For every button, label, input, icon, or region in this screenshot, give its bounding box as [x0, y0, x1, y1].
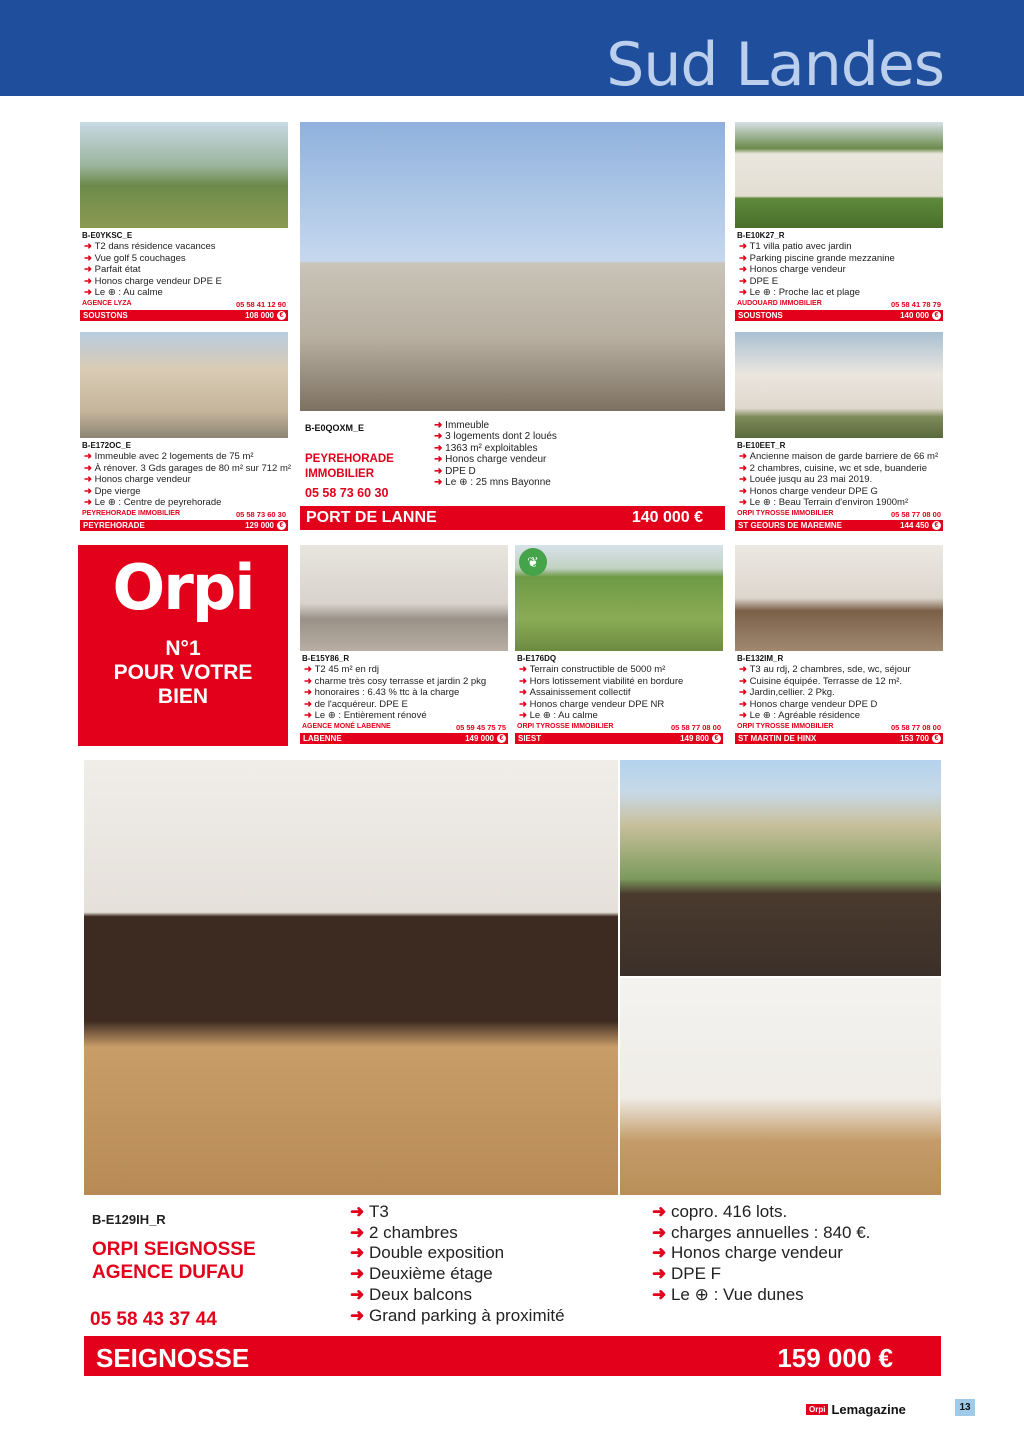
listing-city: SOUSTONS — [738, 311, 783, 320]
listing-photo — [735, 122, 943, 228]
feature-item: ➜ T2 45 m² en rdj — [304, 664, 486, 676]
agency-line: PEYREHORADE — [305, 453, 394, 465]
listing-price-bar — [80, 520, 288, 531]
feature-item: ➜ Deuxième étage — [350, 1264, 565, 1285]
feature-item: ➜ Vue golf 5 couchages — [84, 253, 222, 265]
euro-icon: € — [932, 311, 941, 320]
feature-item: ➜ Le ⊕ : Centre de peyrehorade — [84, 497, 291, 509]
tagline-line: POUR VOTRE — [113, 661, 253, 684]
listing-features — [84, 241, 222, 299]
euro-icon: € — [712, 734, 721, 743]
listing-city: SIEST — [518, 734, 542, 743]
feature-item: ➜ T1 villa patio avec jardin — [739, 241, 895, 253]
featured-agency — [305, 452, 394, 482]
magazine-brand — [806, 1402, 906, 1417]
listing-features — [519, 664, 683, 722]
feature-item: ➜ Le ⊕ : Au calme — [84, 287, 222, 299]
feature-item: ➜ DPE E — [739, 276, 895, 288]
feature-item: ➜ 1363 m² exploitables — [434, 443, 557, 454]
listing-city: ST MARTIN DE HINX — [738, 734, 817, 743]
feature-item: ➜ T3 — [350, 1202, 565, 1223]
feature-item: ➜ Le ⊕ : Proche lac et plage — [739, 287, 895, 299]
listing-price-bar — [735, 520, 943, 531]
feature-item: ➜ Honos charge vendeur DPE E — [84, 276, 222, 288]
listing-photo — [735, 332, 943, 438]
feature-item: ➜ T2 dans résidence vacances — [84, 241, 222, 253]
featured-price: 159 000 € — [777, 1343, 893, 1373]
listing-agency: PEYREHORADE IMMOBILIER — [82, 510, 181, 517]
orpi-logo-chip: Orpi — [806, 1404, 828, 1415]
listing-photo — [735, 545, 943, 651]
listing-price: 140 000 — [900, 311, 929, 320]
listing-ref: B-E10EET_R — [737, 441, 786, 450]
listing-agency: AGENCE MONÉ LABENNE — [302, 723, 391, 730]
tagline-line: BIEN — [157, 685, 209, 708]
page-number: 13 — [955, 1399, 975, 1416]
listing-agency: ORPI TYROSSE IMMOBILIER — [737, 510, 834, 517]
orpi-logo: Orpi — [112, 551, 254, 624]
listing-phone: 05 58 77 08 00 — [670, 723, 721, 732]
listing-price: 149 000 — [465, 734, 494, 743]
listing-city: ST GEOURS DE MAREMNE — [738, 521, 843, 530]
feature-item: ➜ Honos charge vendeur — [739, 264, 895, 276]
feature-item: ➜ Le ⊕ : Au calme — [519, 710, 683, 722]
featured-features — [434, 420, 557, 488]
feature-item: ➜ Honos charge vendeur — [652, 1243, 870, 1264]
agency-line: ORPI SEIGNOSSE — [92, 1239, 256, 1260]
listing-photo — [80, 122, 288, 228]
listing-phone: 05 58 73 60 30 — [235, 510, 286, 519]
featured-price-bar — [300, 506, 725, 530]
listing-features — [304, 664, 486, 722]
feature-item: ➜ Honos charge vendeur — [84, 474, 291, 486]
feature-item: ➜ Honos charge vendeur DPE G — [739, 486, 938, 498]
featured-features-right — [652, 1202, 870, 1306]
featured-photo-living — [84, 760, 618, 1195]
featured-city: SEIGNOSSE — [96, 1343, 250, 1373]
feature-item: ➜ honoraires : 6.43 % ttc à la charge — [304, 687, 486, 699]
feature-item: ➜ 3 logements dont 2 loués — [434, 431, 557, 442]
listing-phone: 05 58 41 12 90 — [235, 300, 286, 309]
listing-phone: 05 58 77 08 00 — [890, 723, 941, 732]
feature-item: ➜ À rénover. 3 Gds garages de 80 m² sur 712 m² — [84, 463, 291, 475]
featured-price: 140 000 € — [631, 509, 703, 526]
section-title: Sud Landes — [606, 30, 944, 100]
feature-item: ➜ Grand parking à proximité — [350, 1306, 565, 1327]
feature-item: ➜ Ancienne maison de garde barriere de 66 m² — [739, 451, 938, 463]
feature-item: ➜ charges annuelles : 840 €. — [652, 1223, 870, 1244]
feature-item: ➜ Parking piscine grande mezzanine — [739, 253, 895, 265]
tagline-line: N°1 — [165, 637, 201, 660]
featured-ref: B-E129IH_R — [92, 1212, 166, 1227]
feature-item: ➜ Honos charge vendeur DPE D — [739, 699, 911, 711]
featured-ref: B-E0QOXM_E — [305, 423, 365, 433]
feature-item: ➜ charme très cosy terrasse et jardin 2 pkg — [304, 676, 486, 688]
listing-price-bar — [735, 310, 943, 321]
feature-item: ➜ Honos charge vendeur — [434, 454, 557, 465]
listing-ref: B-E176DQ — [517, 654, 557, 663]
brand-name: Lemagazine — [831, 1402, 906, 1417]
feature-item: ➜ 2 chambres — [350, 1223, 565, 1244]
feature-item: ➜ Le ⊕ : Beau Terrain d'environ 1900m² — [739, 497, 938, 509]
listing-city: PEYREHORADE — [83, 521, 145, 530]
listing-city: SOUSTONS — [83, 311, 128, 320]
listing-photo — [80, 332, 288, 438]
leaf-icon: ❦ — [519, 548, 547, 576]
feature-item: ➜ Terrain constructible de 5000 m² — [519, 664, 683, 676]
listing-photo — [300, 545, 508, 651]
featured-photo — [300, 122, 725, 411]
euro-icon: € — [277, 311, 286, 320]
euro-icon: € — [932, 734, 941, 743]
listing-price-bar — [735, 733, 943, 744]
listing-agency: ORPI TYROSSE IMMOBILIER — [737, 723, 834, 730]
feature-item: ➜ Louée jusqu au 23 mai 2019. — [739, 474, 938, 486]
feature-item: ➜ Le ⊕ : Vue dunes — [652, 1285, 870, 1306]
agency-line: AGENCE DUFAU — [92, 1262, 245, 1283]
feature-item: ➜ T3 au rdj, 2 chambres, sde, wc, séjour — [739, 664, 911, 676]
listing-price: 153 700 — [900, 734, 929, 743]
listing-features — [739, 241, 895, 299]
page-header — [0, 0, 1024, 100]
listing-ref: B-E172OC_E — [82, 441, 131, 450]
listing-price-bar — [300, 733, 508, 744]
listing-price-bar — [80, 310, 288, 321]
feature-item: ➜ Hors lotissement viabilité en bordure — [519, 676, 683, 688]
listing-ref: B-E0YKSC_E — [82, 231, 133, 240]
feature-item: ➜ Le ⊕ : Agréable résidence — [739, 710, 911, 722]
orpi-tagline — [78, 637, 288, 709]
feature-item: ➜ Parfait état — [84, 264, 222, 276]
feature-item: ➜ Immeuble avec 2 logements de 75 m² — [84, 451, 291, 463]
feature-item: ➜ Le ⊕ : 25 mns Bayonne — [434, 477, 557, 488]
feature-item: ➜ Le ⊕ : Entièrement rénové — [304, 710, 486, 722]
listing-price-bar — [515, 733, 723, 744]
featured-phone: 05 58 43 37 44 — [90, 1309, 217, 1330]
listing-features — [739, 451, 938, 509]
feature-item: ➜ copro. 416 lots. — [652, 1202, 870, 1223]
listing-phone: 05 58 41 78 79 — [890, 300, 941, 309]
listing-phone: 05 58 77 08 00 — [890, 510, 941, 519]
feature-item: ➜ Honos charge vendeur DPE NR — [519, 699, 683, 711]
feature-item: ➜ 2 chambres, cuisine, wc et sde, buanderie — [739, 463, 938, 475]
orpi-promo-box — [78, 545, 288, 746]
feature-item: ➜ Dpe vierge — [84, 486, 291, 498]
listing-agency: AGENCE LYZA — [82, 300, 132, 307]
feature-item: ➜ de l'acquéreur. DPE E — [304, 699, 486, 711]
listing-price: 149 800 — [680, 734, 709, 743]
feature-item: ➜ Assainissement collectif — [519, 687, 683, 699]
agency-line: IMMOBILIER — [305, 468, 374, 480]
featured-price-bar — [84, 1336, 941, 1376]
feature-item: ➜ Double exposition — [350, 1243, 565, 1264]
euro-icon: € — [932, 521, 941, 530]
euro-icon: € — [497, 734, 506, 743]
listing-ref: B-E15Y86_R — [302, 654, 350, 663]
featured-photo-balcony — [620, 760, 941, 976]
featured-photo-kitchen — [620, 978, 941, 1195]
listing-features — [84, 451, 291, 509]
feature-item: ➜ DPE D — [434, 466, 557, 477]
listing-ref: B-E132IM_R — [737, 654, 784, 663]
listing-price: 144 450 — [900, 521, 929, 530]
euro-icon: € — [277, 521, 286, 530]
feature-item: ➜ Cuisine équipée. Terrasse de 12 m². — [739, 676, 911, 688]
feature-item: ➜ Immeuble — [434, 420, 557, 431]
listing-agency: AUDOUARD IMMOBILIER — [737, 300, 822, 307]
listing-ref: B-E10K27_R — [737, 231, 785, 240]
featured-features-left — [350, 1202, 565, 1326]
listing-phone: 05 59 45 75 75 — [455, 723, 506, 732]
featured-agency — [92, 1238, 256, 1284]
listing-price: 129 000 — [245, 521, 274, 530]
listing-price: 108 000 — [245, 311, 274, 320]
listing-features — [739, 664, 911, 722]
featured-city: PORT DE LANNE — [306, 509, 437, 526]
featured-phone: 05 58 73 60 30 — [305, 486, 389, 500]
feature-item: ➜ Deux balcons — [350, 1285, 565, 1306]
listing-city: LABENNE — [303, 734, 342, 743]
feature-item: ➜ Jardin,cellier. 2 Pkg. — [739, 687, 911, 699]
feature-item: ➜ DPE F — [652, 1264, 870, 1285]
listing-agency: ORPI TYROSSE IMMOBILIER — [517, 723, 614, 730]
